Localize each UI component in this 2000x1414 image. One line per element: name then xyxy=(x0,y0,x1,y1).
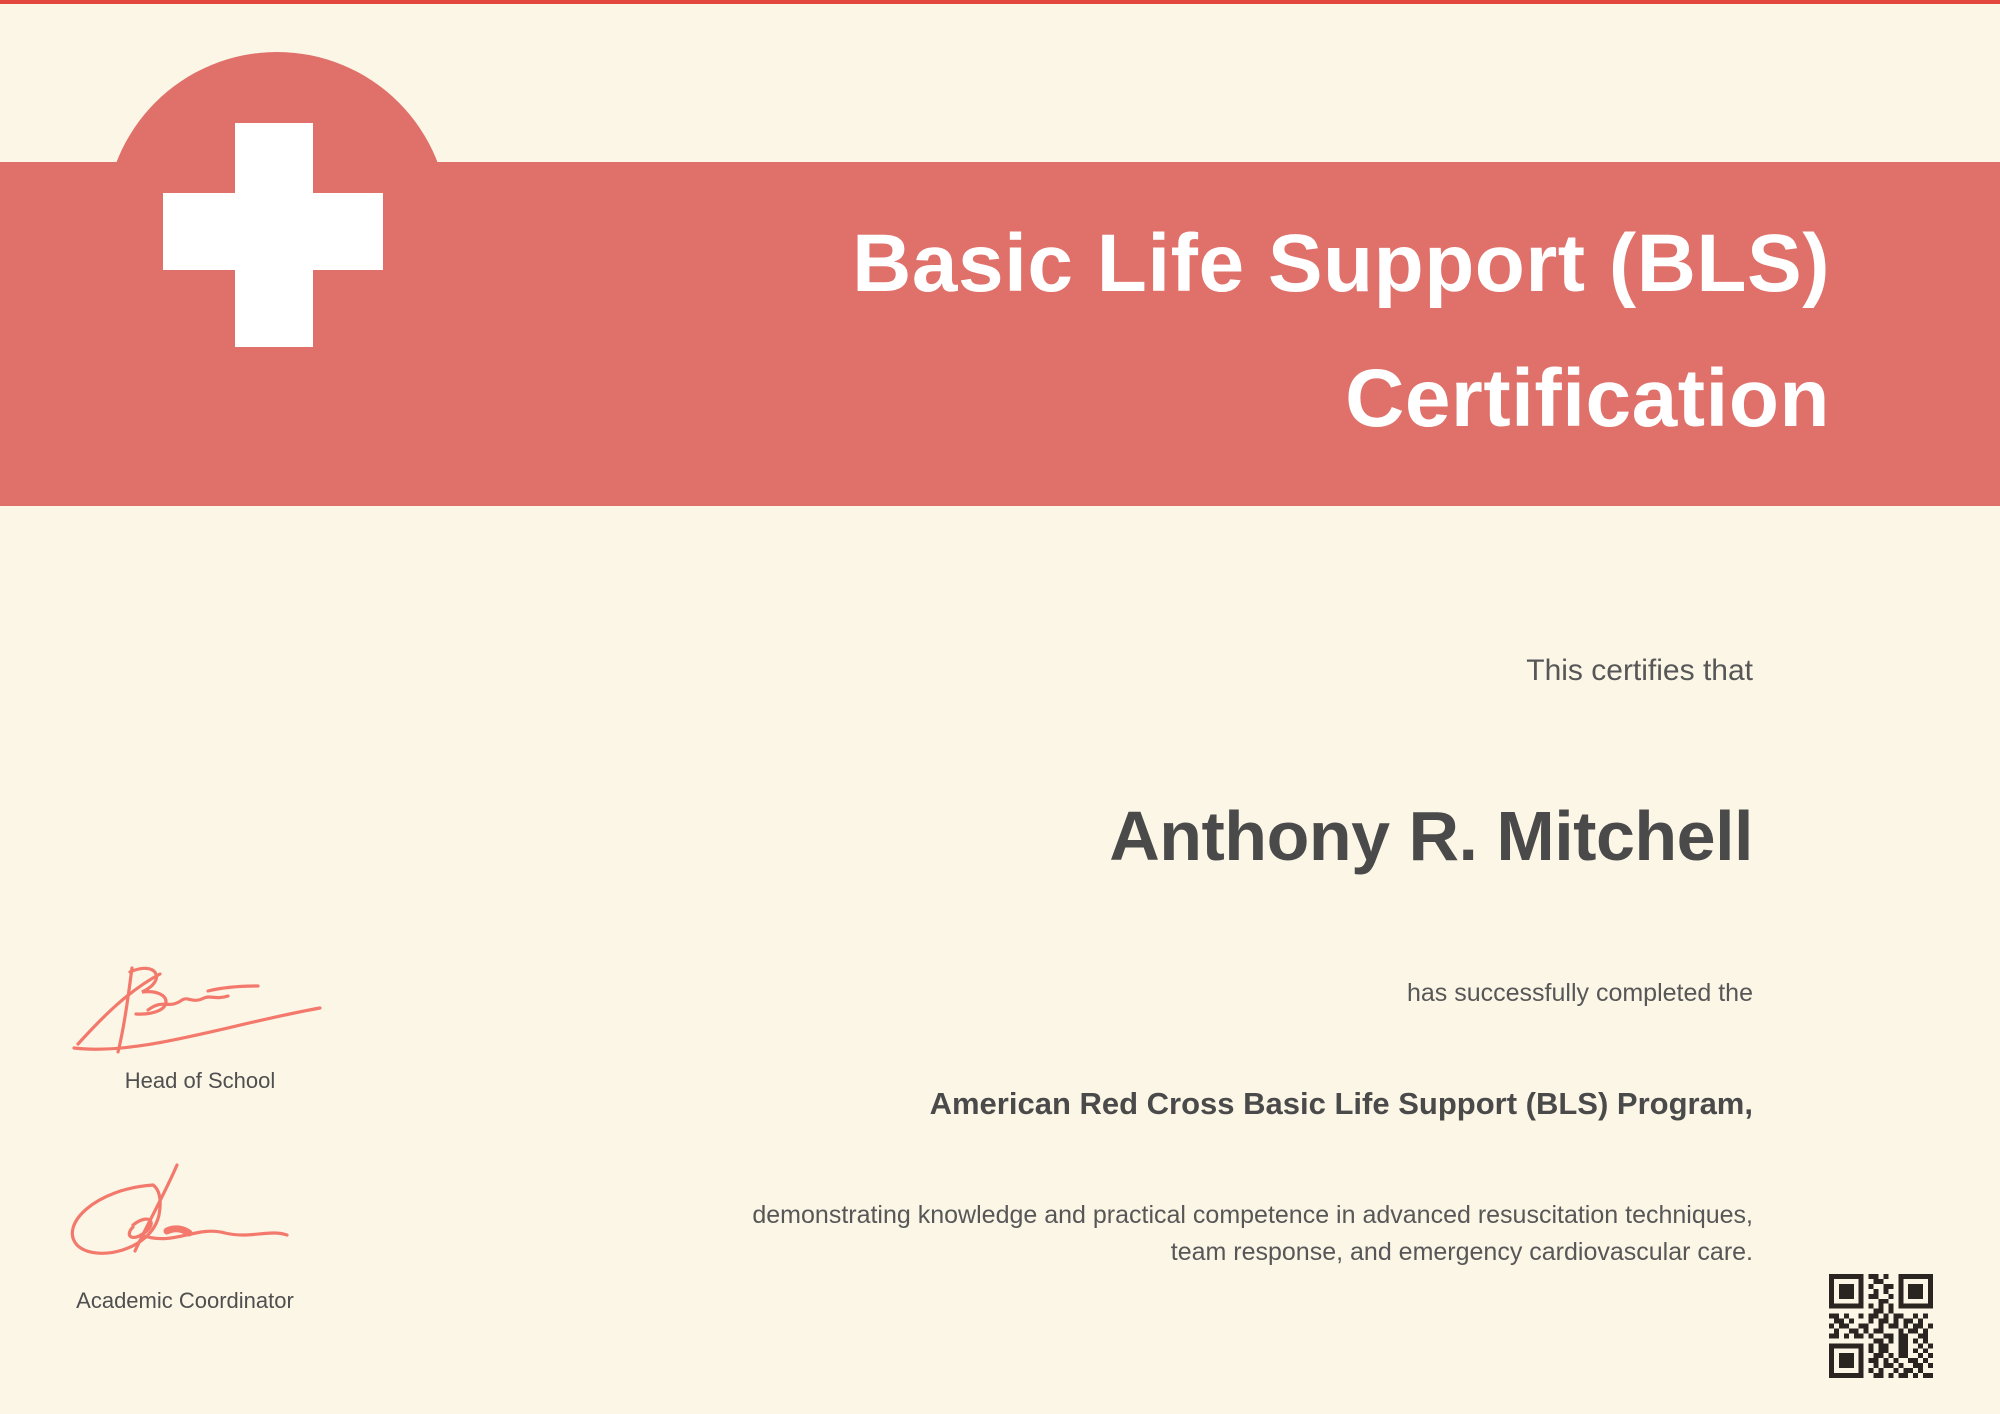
completion-text: has successfully completed the xyxy=(1406,979,1753,1007)
program-name: American Red Cross Basic Life Support (BLS) Program, xyxy=(929,1086,1753,1121)
medical-cross-icon xyxy=(163,193,383,270)
top-accent-strip xyxy=(0,0,2000,4)
certificate-title-line2: Certification xyxy=(1345,353,1830,444)
certificate-title xyxy=(600,196,1830,466)
signature-image xyxy=(70,958,330,1058)
qr-code xyxy=(1829,1274,1933,1378)
description-line1: demonstrating knowledge and practical competence in advanced resuscitation techniques, xyxy=(752,1201,1753,1229)
signature-block-head-of-school xyxy=(70,958,330,1094)
signature-block-academic-coordinator xyxy=(55,1163,315,1314)
intro-text: This certifies that xyxy=(1526,654,1753,687)
signature-label-academic-coordinator: Academic Coordinator xyxy=(76,1288,294,1313)
description-line2: team response, and emergency cardiovascular care. xyxy=(1170,1238,1753,1266)
certificate-title-line1: Basic Life Support (BLS) xyxy=(852,218,1830,309)
description-text xyxy=(300,1197,1753,1271)
recipient-name: Anthony R. Mitchell xyxy=(1109,797,1753,875)
signature-label-head-of-school: Head of School xyxy=(124,1068,276,1093)
signature-image xyxy=(55,1163,315,1263)
